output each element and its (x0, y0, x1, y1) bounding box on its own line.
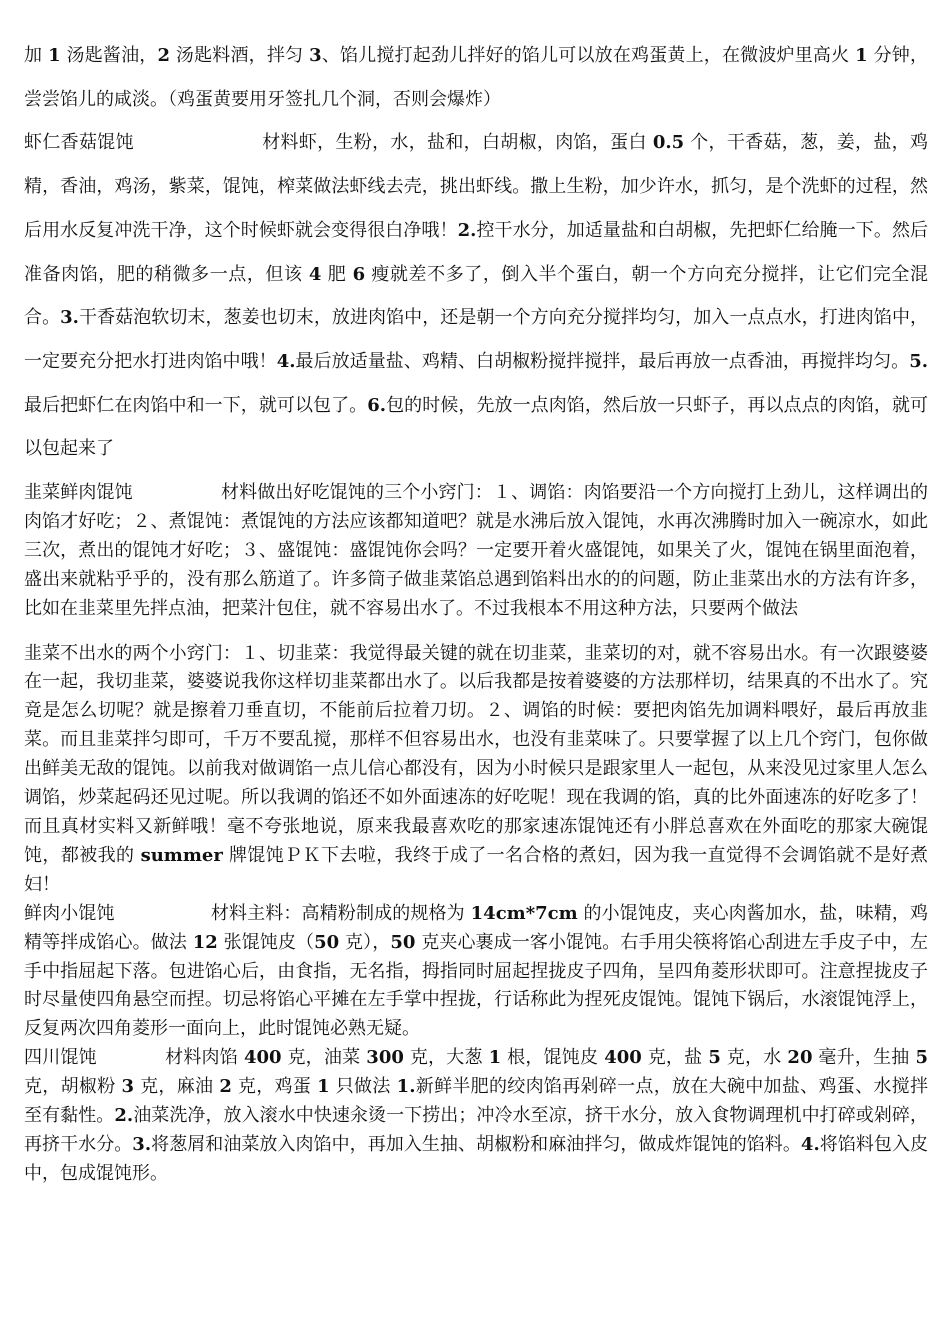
body-text: 克，大葱 (403, 1047, 489, 1069)
bold-text: 400 (243, 1047, 282, 1069)
body-text: 韭菜不出水的两个小窍门：１、切韭菜：我觉得最关键的就在切韭菜，韭菜切的对，就不容易出水。有一次跟婆婆在一起，我切韭菜，婆婆说我你这样切韭菜都出水了。以后我都是按着婆婆的方法那样切，结果真的不出水了。究竟是怎么切呢？就是擦着刀垂直切，不能前后拉着刀切。２、调馅的时候：要把肉馅先加调料喂好，最后再放韭菜。而且韭菜拌匀即可，千万不要乱搅，那样不但容易出水，也没有韭菜味了。只要掌握了以上几个窍门，包你做出鲜美无敌的馄饨。以前我对做调馅一点儿信心都没有，因为小时候只是跟家里人一起包，从来没见过家里人怎么调馅，炒菜起码还见过呢。所以我调的馅还不如外面速冻的好吃呢！现在我调的馅，真的比外面速冻的好吃多了！而且真材实料又新鲜哦！毫不夸张地说，原来我最喜欢吃的那家速冻馄饨还有小胖总喜欢在外面吃的那家大碗馄饨，都被我的 (24, 642, 928, 866)
body-text: 毫升，生抽 (812, 1047, 916, 1069)
bold-text: 4. (800, 1133, 820, 1155)
body-text: 最后放适量盐、鸡精、白胡椒粉搅拌搅拌，最后再放一点香油，再搅拌均匀。 (295, 350, 910, 372)
bold-text: 3 (309, 45, 322, 66)
recipe-small-pork-wonton (24, 900, 928, 1045)
bold-text: 6 (352, 263, 366, 285)
body-text: 包的时候，先放一点肉馅，然后放一只虾子，再以点点的肉馅，就可以包起来了 (24, 394, 929, 460)
bold-text: 2. (457, 219, 477, 241)
bold-text: 5. (909, 350, 928, 372)
body-text: 汤匙料酒，拌匀 (170, 45, 310, 66)
bold-text: 1 (317, 1076, 330, 1098)
body-text: 克）， (339, 931, 391, 953)
bold-text: 0.5 (652, 132, 685, 154)
body-text: 、馅儿搅打起劲儿拌好的馅儿可以放在鸡蛋黄上，在微波炉里高火 (321, 45, 856, 66)
body-text: 将馅料包入皮中，包成馄饨形。 (24, 1133, 929, 1184)
bold-text: 2. (114, 1105, 134, 1127)
bold-text: 3 (121, 1076, 135, 1098)
bold-text: 3. (132, 1133, 152, 1155)
recipe-title: 韭菜鲜肉馄饨 (24, 482, 133, 504)
body-text: 最后把虾仁在肉馅中和一下，就可以包了。 (24, 394, 368, 416)
body-text: 克，水 (720, 1047, 788, 1069)
body-text: 克，麻油 (134, 1076, 220, 1098)
body-text: 干香菇泡软切末，葱姜也切末，放进肉馅中，还是朝一个方向充分搅拌均匀，加入一点点水，打进肉馅中，一定要充分把水打进肉馅中哦！ (24, 307, 929, 372)
body-text: 只做法 (329, 1076, 397, 1098)
paragraph-chive-tips (24, 640, 928, 900)
body-text: 分钟，尝尝馅儿的咸淡。（鸡蛋黄要用牙签扎几个洞，否则会爆炸） (24, 45, 928, 110)
bold-text: 50 (390, 931, 416, 953)
bold-text: 1. (396, 1076, 416, 1098)
bold-text: 12 (192, 931, 218, 953)
body-text: 加 (24, 45, 49, 66)
bold-text: summer (140, 844, 223, 866)
recipe-sichuan-wonton (24, 1044, 928, 1189)
body-text: 新鲜半肥的绞肉馅再剁碎一点，放在大碗中加盐、鸡蛋、水搅拌至有黏性。 (24, 1076, 928, 1127)
recipe-title: 虾仁香菇馄饨 (24, 132, 134, 154)
document-page (24, 0, 928, 1189)
recipe-title: 四川馄饨 (24, 1047, 97, 1069)
bold-text: 4 (308, 263, 322, 285)
bold-text: 300 (366, 1047, 404, 1069)
bold-text: 1 (488, 1047, 502, 1069)
body-text: 根，馄饨皮 (501, 1047, 605, 1069)
body-text: 瘦就差不多了，倒入半个蛋白，朝一个方向充分搅拌，让它们完全混合。 (24, 263, 928, 329)
recipe-title: 鲜肉小馄饨 (24, 902, 115, 924)
bold-text: 2 (219, 1076, 232, 1098)
body-text: 材料虾，生粉，水，盐和，白胡椒，肉馅，蛋白 (261, 132, 653, 154)
bold-text: 1 (855, 45, 868, 66)
body-text: 克，鸡蛋 (231, 1076, 318, 1098)
body-text: 克，盐 (641, 1047, 709, 1069)
body-text: 个，干香菇，葱，姜，盐，鸡精，香油，鸡汤，紫菜，馄饨，榨菜做法虾线去壳，挑出虾线。撒上生粉，加少许水，抓匀，是个洗虾的过程，然后用水反复冲洗干净，这个时候虾就会变得很白净哦！ (24, 132, 928, 241)
body-text: 材料肉馅 (164, 1047, 244, 1069)
bold-text: 6. (367, 394, 387, 416)
body-text: 的小馄饨皮，夹心肉酱加水，盐，味精，鸡精等拌成馅心。做法 (24, 902, 928, 953)
body-text: 克夹心裹成一客小馄饨。右手用尖筷将馅心刮进左手皮子中，左手中指屈起下落。包进馅心后，由食指，无名指，拇指同时屈起捏拢皮子四角，呈四角菱形状即可。注意捏拢皮子时尽量使四角悬空而捏。切忌将馅心平摊在左手掌中捏拢，行话称此为捏死皮馄饨。馄饨下锅后，水滚馄饨浮上，反复两次四角菱形一面向上，此时馄饨必熟无疑。 (24, 931, 928, 1040)
bold-text: 5 (915, 1047, 929, 1069)
paragraph-meat-filling-tips (24, 34, 928, 121)
body-text: 材料主料：高精粉制成的规格为 (210, 902, 471, 924)
recipe-shrimp-mushroom-wonton (24, 121, 928, 471)
body-text: 克，油菜 (281, 1047, 367, 1069)
body-text: 材料做出好吃馄饨的三个小窍门：１、调馅：肉馅要沿一个方向搅打上劲儿，这样调出的肉馅才好吃；２、煮馄饨：煮馄饨的方法应该都知道吧？就是水沸后放入馄饨，水再次沸腾时加入一碗凉水，如此三次，煮出的馄饨才好吃；３、盛馄饨：盛馄饨你会吗？一定要开着火盛馄饨，如果关了火，馄饨在锅里面泡着，盛出来就粘乎乎的，没有那么筋道了。许多筒子做韭菜馅总遇到馅料出水的的问题，防止韭菜出水的方法有许多，比如在韭菜里先拌点油，把菜汁包住，就不容易出水了。不过我根本不用这种方法，只要两个做法 (24, 482, 929, 619)
bold-text: 3. (60, 307, 79, 329)
recipe-chive-pork-wonton (24, 479, 928, 624)
body-text: 将葱屑和油菜放入肉馅中，再加入生抽、胡椒粉和麻油拌匀，做成炸馄饨的馅料。 (151, 1133, 801, 1155)
bold-text: 5 (708, 1047, 721, 1069)
body-text: 控干水分，加适量盐和白胡椒，先把虾仁给腌一下。然后准备肉馅，肥的稍微多一点，但该 (24, 219, 929, 285)
bold-text: 1 (48, 45, 61, 66)
body-text: 汤匙酱油， (60, 45, 158, 66)
body-text: 肥 (321, 263, 353, 285)
bold-text: 50 (314, 931, 340, 953)
bold-text: 4. (276, 350, 296, 372)
body-text: 油菜洗净，放入滚水中快速汆烫一下捞出；冲冷水至凉，挤干水分，放入食物调理机中打碎或剁碎，再挤干水分。 (24, 1105, 928, 1155)
bold-text: 20 (787, 1047, 813, 1069)
body-text: 牌馄饨ＰＫ下去啦，我终于成了一名合格的煮妇，因为我一直觉得不会调馅就不是好煮妇！ (24, 844, 928, 895)
bold-text: 14cm*7cm (470, 902, 578, 924)
body-text: 克，胡椒粉 (24, 1076, 122, 1098)
bold-text: 2 (157, 45, 171, 66)
bold-text: 400 (604, 1047, 642, 1069)
body-text: 张馄饨皮（ (217, 931, 315, 953)
